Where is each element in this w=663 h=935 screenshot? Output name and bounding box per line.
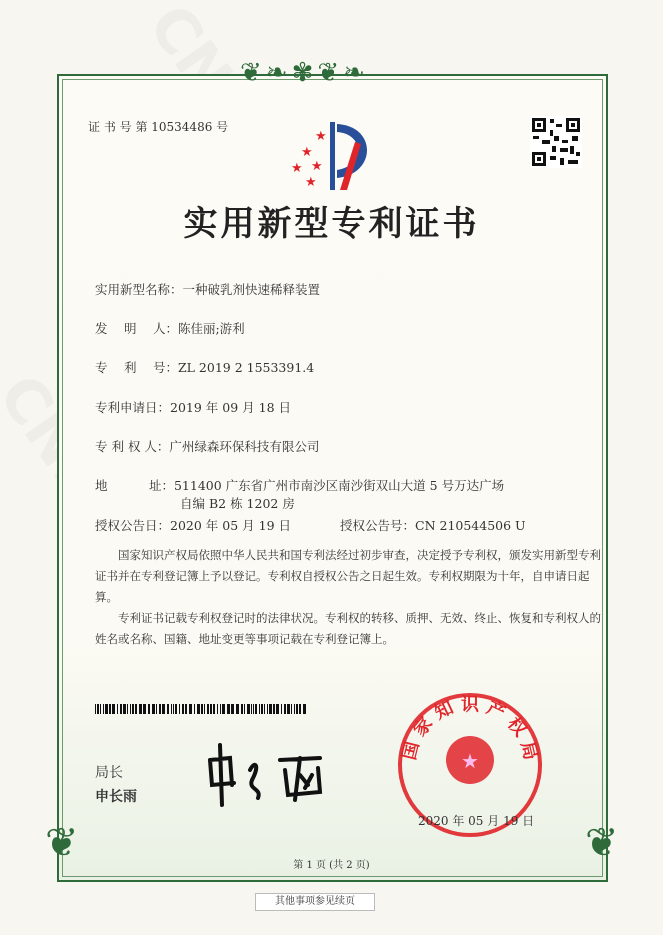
field-address: [95, 476, 504, 494]
field-value: 陈佳丽;游利: [177, 321, 245, 336]
field-announcement-number: [340, 516, 526, 534]
field-label: 发 明 人：: [95, 321, 178, 336]
field-label: 专 利 权 人：: [95, 439, 170, 454]
svg-text:★: ★: [305, 175, 317, 190]
field-label: 专利申请日：: [95, 400, 171, 415]
field-application-date: [95, 398, 291, 416]
field-value: 2020 年 05 月 19 日: [170, 518, 292, 533]
signatory-role: 局长: [95, 765, 123, 781]
footer-note: 其他事项参见续页: [255, 893, 375, 911]
corner-ornament-icon: ❦: [585, 820, 619, 866]
certificate-number: 证 书 号 第 10534486 号: [88, 120, 229, 134]
field-address-line2: 自编 B2 栋 1202 房: [180, 496, 295, 511]
field-grant-date: [95, 516, 291, 534]
field-label: 授权公告日：: [95, 518, 171, 533]
field-value: 广州绿森环保科技有限公司: [169, 439, 320, 454]
cnipa-logo: [285, 112, 385, 192]
field-inventors: [95, 319, 245, 337]
svg-text:★: ★: [315, 129, 327, 144]
field-value: ZL 2019 2 1553391.4: [177, 360, 315, 375]
svg-text:国 家 知 识 产 权 局: 国 家 知 识 产 权 局: [398, 694, 542, 763]
top-ornament-icon: ❦❧✾❦❧: [240, 58, 369, 88]
certificate-title: 实用新型专利证书: [183, 204, 480, 244]
svg-text:★: ★: [461, 749, 479, 773]
statement-paragraph: 专利证书记载专利权登记时的法律状况。专利权的转移、质押、无效、终止、恢复和专利权人的姓名或名称、国籍、地址变更等事项记载在专利登记簿上。: [95, 611, 601, 646]
field-value: 一种破乳剂快速稀释装置: [182, 282, 321, 297]
corner-ornament-icon: ❦: [45, 820, 79, 866]
field-label: 授权公告号：: [340, 518, 416, 533]
field-value: CN 210544506 U: [415, 518, 526, 533]
field-label: 专 利 号：: [95, 360, 178, 375]
seal-date: 2020 年 05 月 19 日: [418, 814, 535, 828]
signature: [200, 740, 350, 810]
field-value: 2019 年 09 月 18 日: [170, 400, 292, 415]
field-value: 511400 广东省广州市南沙区南沙街双山大道 5 号万达广场: [173, 478, 505, 493]
field-label: 地 址：: [95, 478, 174, 493]
field-label: 实用新型名称：: [95, 282, 183, 297]
barcode: [95, 704, 307, 714]
field-utility-model-name: [95, 280, 320, 298]
svg-text:★: ★: [301, 145, 313, 160]
field-patent-number: [95, 358, 314, 376]
qr-code: [530, 116, 582, 168]
svg-text:★: ★: [291, 161, 303, 176]
signatory-name: 申长雨: [95, 789, 137, 805]
page-indicator: 第 1 页 (共 2 页): [293, 860, 370, 871]
field-patentee: [95, 437, 319, 455]
statement-paragraph: 国家知识产权局依照中华人民共和国专利法经过初步审查，决定授予专利权，颁发实用新型专利证书并在专利登记簿上予以登记。专利权自授权公告之日起生效。专利权期限为十年，自申请日起算。: [95, 548, 601, 604]
svg-text:★: ★: [311, 159, 323, 174]
